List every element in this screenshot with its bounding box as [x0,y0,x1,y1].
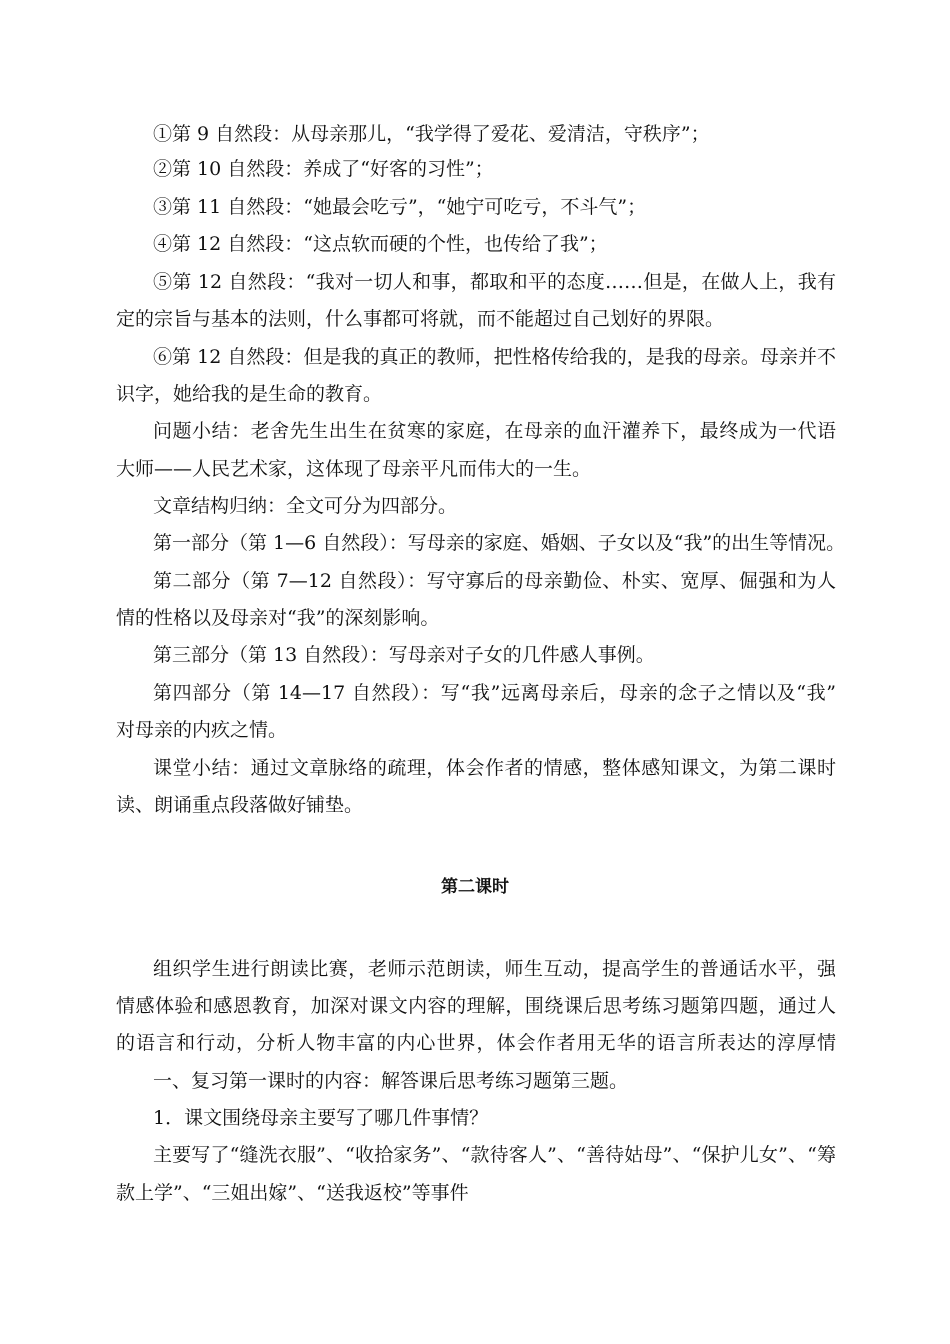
paragraph-line: 组织学生进行朗读比赛，老师示范朗读，师生互动，提高学生的普通话水平，强 [153,958,836,980]
paragraph-line: 第二部分（第 7—12 自然段）：写守寡后的母亲勤俭、朴实、宽厚、倔强和为人 [153,570,836,592]
paragraph-line: 情感体验和感恩教育，加深对课文内容的理解，围绕课后思考练习题第四题，通过人 [116,995,836,1017]
paragraph-line: 情的性格以及母亲对“我”的深刻影响。 [116,607,440,629]
paragraph-line: 的语言和行动，分析人物丰富的内心世界，体会作者用无华的语言所表达的淳厚情 [116,1032,836,1054]
paragraph-line: 问题小结：老舍先生出生在贫寒的家庭，在母亲的血汗灌养下，最终成为一代语 [153,420,836,442]
paragraph-line: 第三部分（第 13 自然段）：写母亲对子女的几件感人事例。 [153,644,655,666]
paragraph-line: ④第 12 自然段：“这点软而硬的个性，也传给了我”； [153,233,608,255]
paragraph-line: 课堂小结：通过文章脉络的疏理，体会作者的情感，整体感知课文，为第二课时 [153,757,836,779]
paragraph-line: 对母亲的内疚之情。 [116,719,288,741]
paragraph-line: 第一部分（第 1—6 自然段）：写母亲的家庭、婚姻、子女以及“我”的出生等情况。 [153,532,846,554]
paragraph-line: ⑤第 12 自然段：“我对一切人和事，都取和平的态度……但是，在做人上，我有 [153,271,836,293]
paragraph-line: 识字，她给我的是生命的教育。 [116,383,383,405]
paragraph-line: 第四部分（第 14—17 自然段）：写“我”远离母亲后，母亲的念子之情以及“我” [153,682,836,704]
paragraph-line: ⑥第 12 自然段：但是我的真正的教师，把性格传给我的，是我的母亲。母亲并不 [153,346,836,368]
paragraph-line: ①第 9 自然段：从母亲那儿，“我学得了爱花、爱清洁，守秩序”； [153,123,710,145]
paragraph-line: 定的宗旨与基本的法则，什么事都可将就，而不能超过自己划好的界限。 [116,308,725,330]
paragraph-line: ②第 10 自然段：养成了“好客的习性”； [153,158,494,180]
paragraph-line: 文章结构归纳：全文可分为四部分。 [153,495,458,517]
section-heading: 第二课时 [441,877,509,897]
paragraph-line: 1．课文围绕母亲主要写了哪几件事情？ [153,1107,489,1129]
paragraph-line: 读、朗诵重点段落做好铺垫。 [116,794,364,816]
paragraph-line: 款上学”、“三姐出嫁”、“送我返校”等事件 [116,1182,469,1204]
paragraph-line: ③第 11 自然段：“她最会吃亏”，“她宁可吃亏，不斗气”； [153,196,647,218]
paragraph-line: 大师——人民艺术家，这体现了母亲平凡而伟大的一生。 [116,458,592,480]
paragraph-line: 主要写了“缝洗衣服”、“收拾家务”、“款待客人”、“善待姑母”、“保护儿女”、“筹 [153,1144,836,1166]
paragraph-line: 一、复习第一课时的内容：解答课后思考练习题第三题。 [153,1070,629,1092]
